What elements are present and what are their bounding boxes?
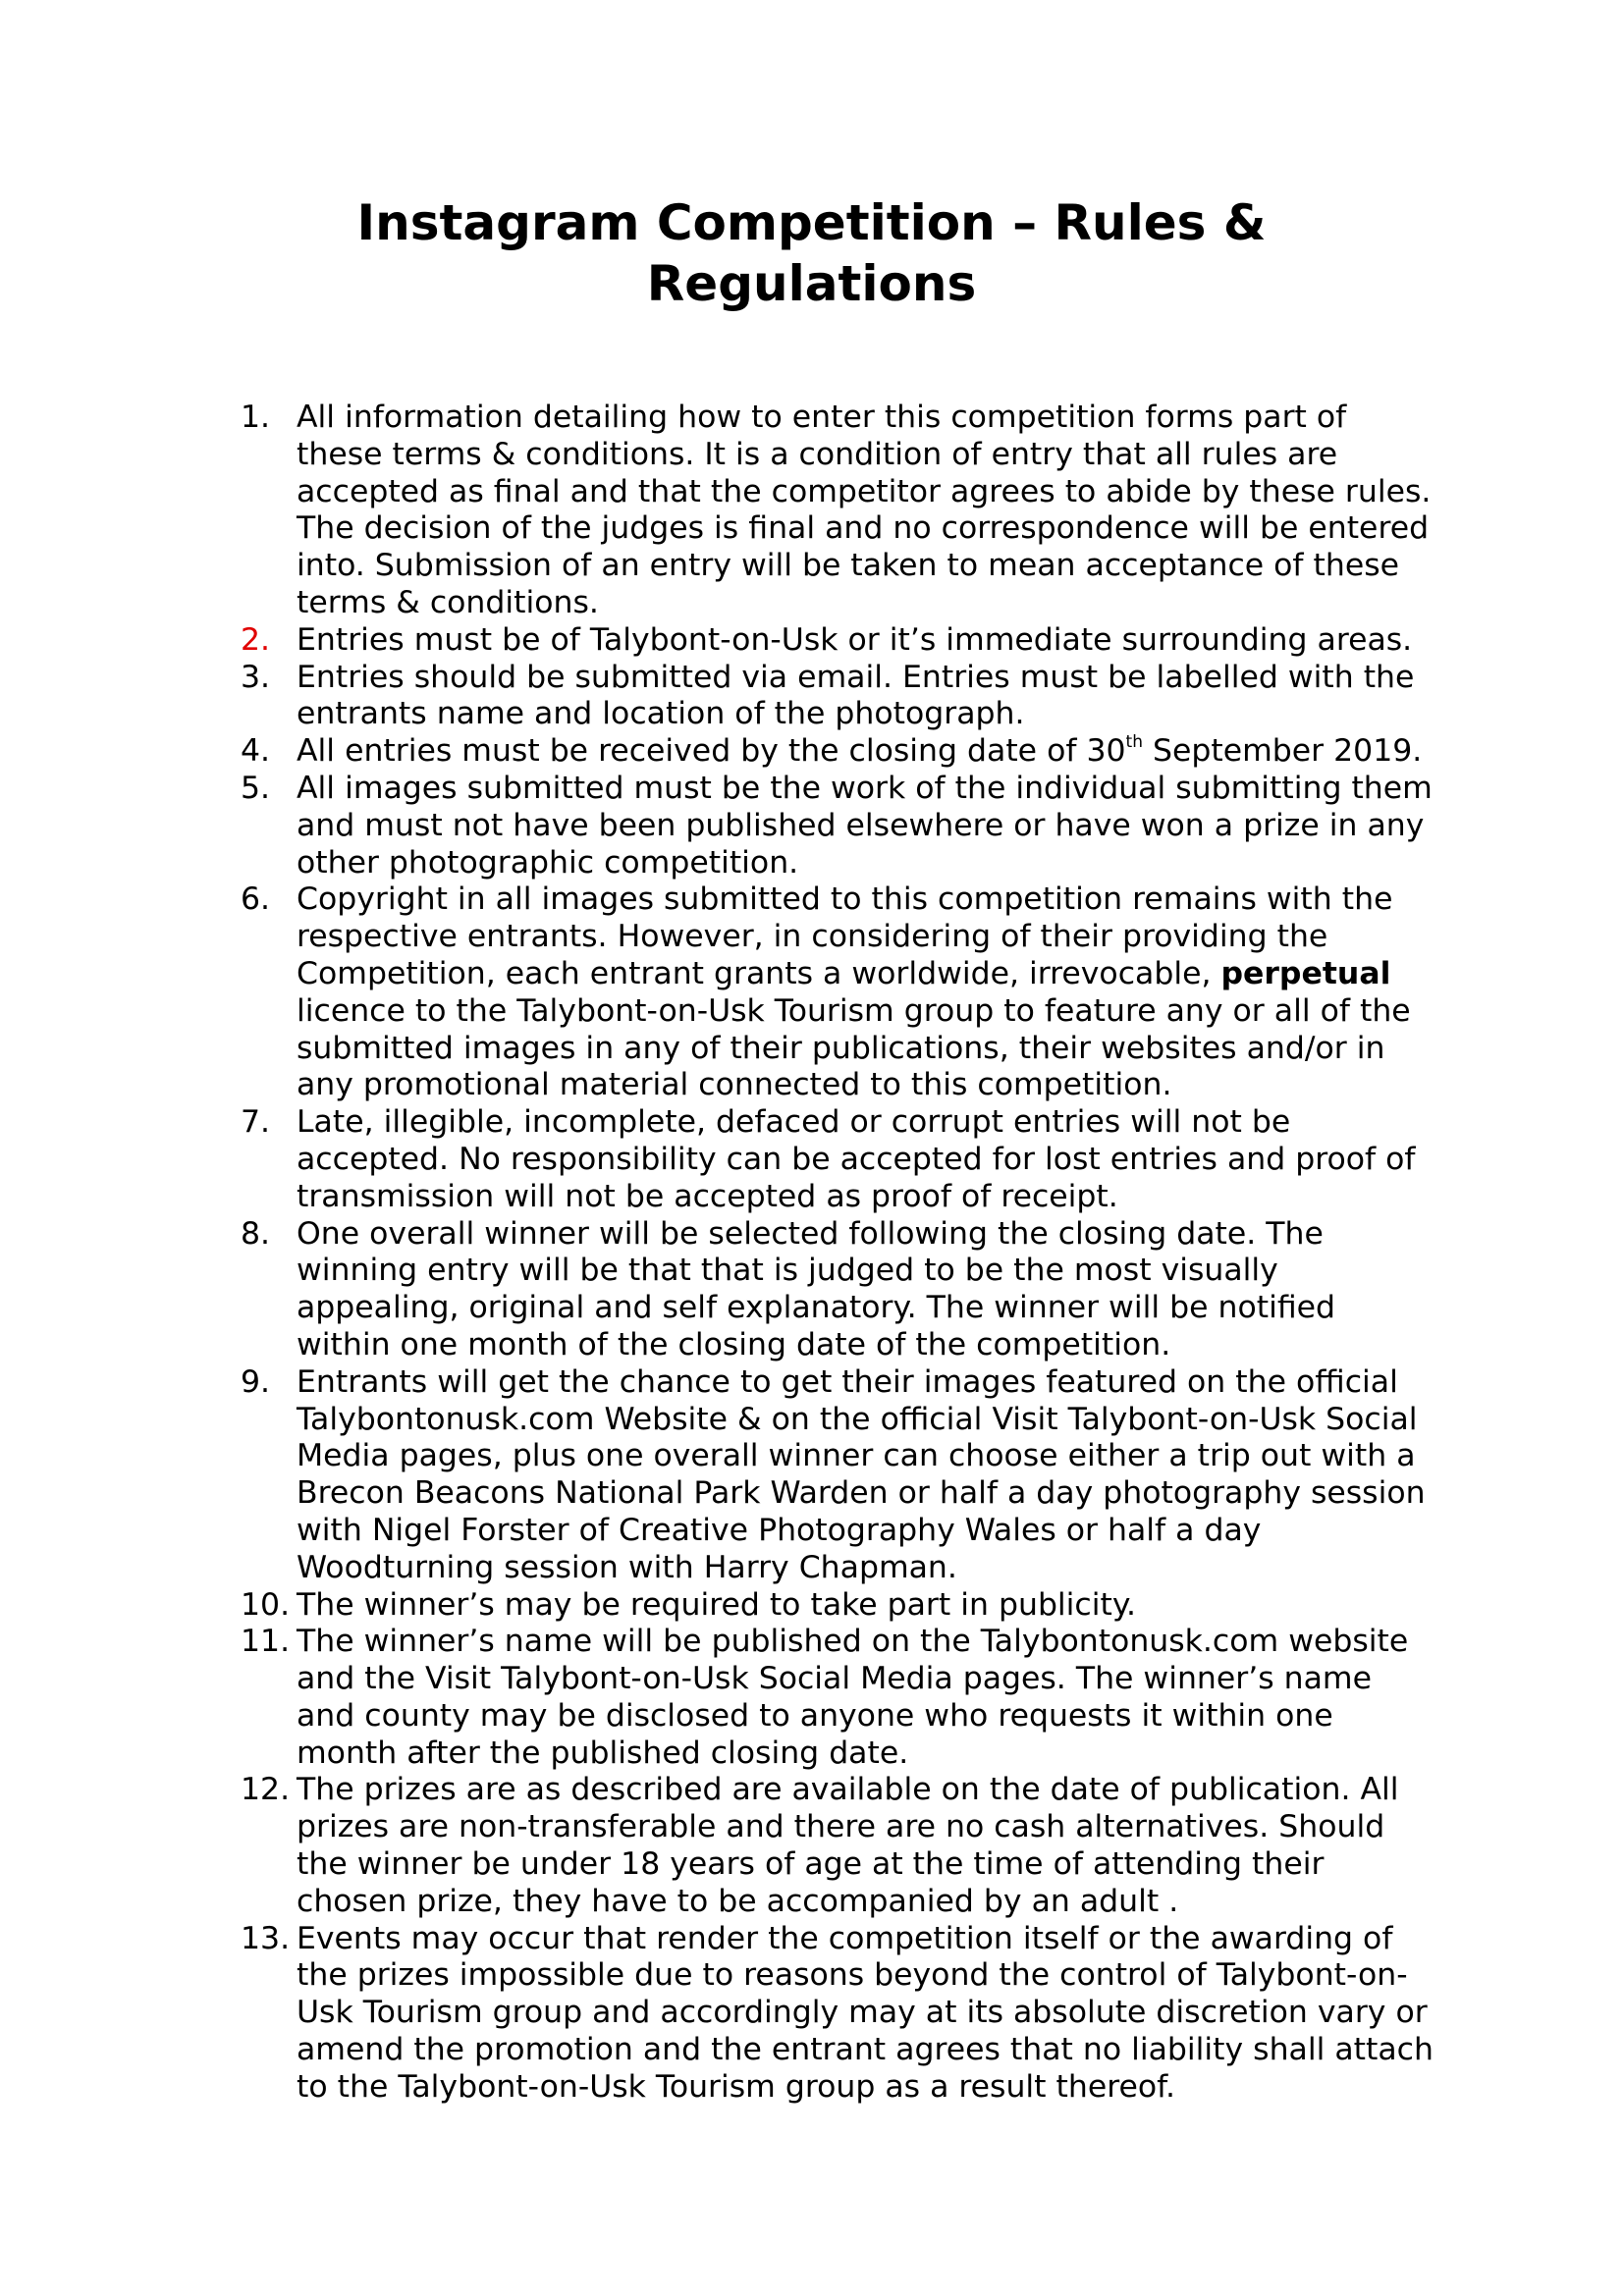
rule-text: The prizes are as described are available on the date of publication. All prizes are non-transferable and there are no cash alternatives. Should the winner be under 18 years of age at the time of attending their chosen prize, they have to be accompanied by an adult . bbox=[297, 1772, 1399, 1919]
rule-number: 8. bbox=[241, 1215, 271, 1252]
title-line-1: Instagram Competition – Rules & bbox=[356, 194, 1267, 251]
rule-item-13 bbox=[241, 1921, 1438, 2107]
rule-text: Events may occur that render the competition itself or the awarding of the prizes impossible due to reasons beyond the control of Talybont-on-Usk Tourism group and accordingly may at its absolute discretion vary or amend the promotion and the entrant agrees that no liability shall attach to the Talybont-on-Usk Tourism group as a result thereof. bbox=[297, 1920, 1434, 2105]
rule-text-part: licence to the Talybont-on-Usk Tourism group to feature any or all of the submitted images in any of their publications, their websites and/or in any promotional material connected to this competition. bbox=[297, 992, 1411, 1103]
rules-list bbox=[241, 400, 1438, 2107]
bold-emphasis: perpetual bbox=[1220, 955, 1391, 991]
rule-text-part: Copyright in all images submitted to this competition remains with the respective entrants. However, in considering of their providing the Competition, each entrant grants a worldwide, irrevocable, bbox=[297, 881, 1393, 991]
rule-text: All images submitted must be the work of the individual submitting them and must not have been published elsewhere or have won a prize in any other photographic competition. bbox=[297, 770, 1433, 881]
rule-text: Entrants will get the chance to get their images featured on the official Talybontonusk.com Website & on the official Visit Talybont-on-Usk Social Media pages, plus one overall winner can choose either a trip out with a Brecon Beacons National Park Warden or half a day photography session with Nigel Forster of Creative Photography Wales or half a day Woodturning session with Harry Chapman. bbox=[297, 1363, 1426, 1585]
rule-item-6 bbox=[241, 881, 1438, 1104]
rule-item-1 bbox=[241, 400, 1438, 622]
rule-item-8 bbox=[241, 1216, 1438, 1364]
rule-number: 10. bbox=[241, 1586, 291, 1623]
rule-number: 6. bbox=[241, 881, 271, 918]
rule-number: 2. bbox=[241, 621, 271, 658]
rule-text: Entries should be submitted via email. Entries must be labelled with the entrants name and location of the photograph. bbox=[297, 659, 1415, 732]
rule-number: 13. bbox=[241, 1920, 291, 1956]
rule-text-part: September 2019. bbox=[1143, 733, 1423, 770]
rule-item-10 bbox=[241, 1587, 1438, 1625]
rule-text bbox=[297, 881, 1411, 1102]
rule-item-5 bbox=[241, 771, 1438, 881]
rule-text: The winner’s may be required to take part in publicity. bbox=[297, 1586, 1137, 1623]
rule-number: 4. bbox=[241, 733, 271, 770]
rule-number: 3. bbox=[241, 659, 271, 695]
rule-text: One overall winner will be selected following the closing date. The winning entry will be that that is judged to be the most visually appealing, original and self explanatory. The winner will be notified within one month of the closing date of the competition. bbox=[297, 1215, 1336, 1362]
rule-number: 7. bbox=[241, 1104, 271, 1141]
rule-number: 9. bbox=[241, 1363, 271, 1400]
rule-number: 1. bbox=[241, 400, 271, 435]
document-title bbox=[295, 192, 1328, 314]
title-line-2: Regulations bbox=[646, 255, 977, 312]
rule-item-3 bbox=[241, 660, 1438, 734]
ordinal-superscript: th bbox=[1125, 732, 1143, 753]
rule-item-7 bbox=[241, 1104, 1438, 1215]
rule-item-11 bbox=[241, 1624, 1438, 1772]
rule-item-12 bbox=[241, 1772, 1438, 1920]
rule-item-9 bbox=[241, 1364, 1438, 1587]
rule-item-4 bbox=[241, 733, 1438, 771]
rule-number: 11. bbox=[241, 1624, 291, 1660]
rule-text-part: All entries must be received by the closing date of 30 bbox=[297, 733, 1126, 770]
rule-item-2 bbox=[241, 622, 1438, 660]
rule-number: 12. bbox=[241, 1772, 291, 1808]
rule-text: Late, illegible, incomplete, defaced or corrupt entries will not be accepted. No responsibility can be accepted for lost entries and proof of transmission will not be accepted as proof of receipt. bbox=[297, 1104, 1416, 1214]
rule-text: The winner’s name will be published on the Talybontonusk.com website and the Visit Talybont-on-Usk Social Media pages. The winner’s name and county may be disclosed to anyone who requests it within one month after the published closing date. bbox=[297, 1624, 1409, 1771]
rule-text: All information detailing how to enter this competition forms part of these terms & conditions. It is a condition of entry that all rules are accepted as final and that the competitor agrees to abide by these rules. The decision of the judges is final and no correspondence will be entered into. Submission of an entry will be taken to mean acceptance of these terms & conditions. bbox=[297, 400, 1432, 620]
rule-number: 5. bbox=[241, 770, 271, 806]
rule-text: Entries must be of Talybont-on-Usk or it’s immediate surrounding areas. bbox=[297, 621, 1413, 658]
rule-text bbox=[297, 733, 1422, 769]
